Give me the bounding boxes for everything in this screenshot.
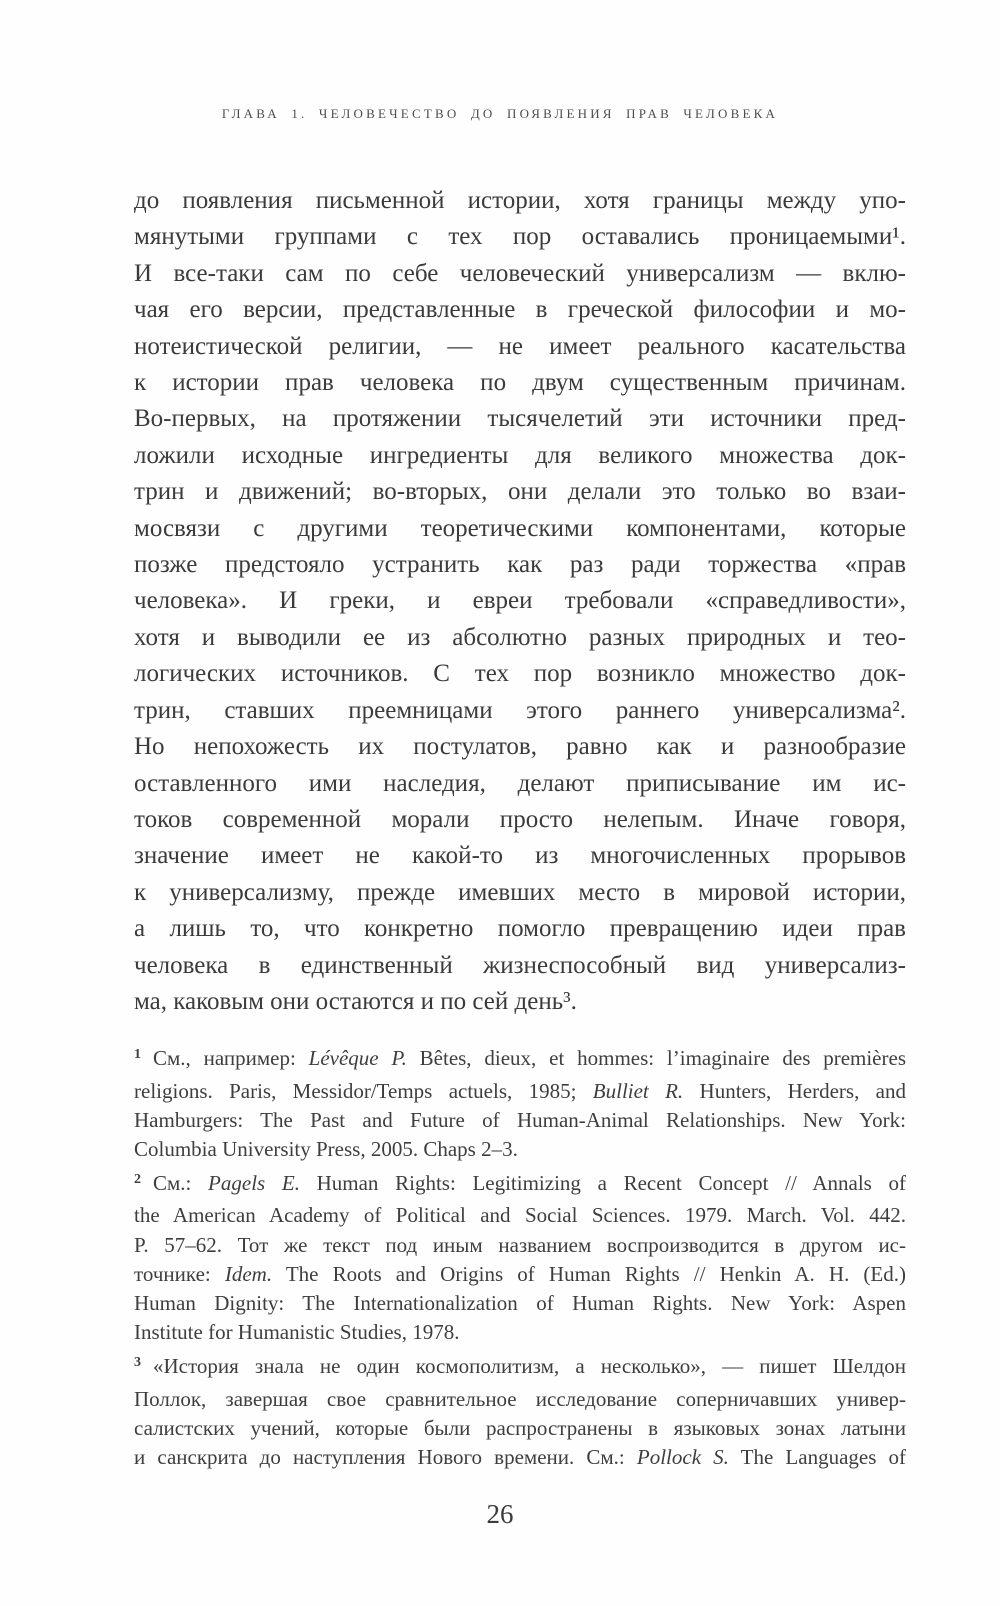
body-line: к истории прав человека по двум существенным причинам. [134, 369, 906, 397]
footnotes-section [134, 1044, 906, 1472]
body-line: а лишь то, что конкретно помогло превращению идеи прав [134, 915, 906, 943]
footnote-line [134, 1352, 906, 1384]
footnote-line [134, 1231, 906, 1260]
body-line: человека». И греки, и евреи требовали «справедливости», [134, 587, 906, 615]
body-line: Во-первых, на протяжении тысячелетий эти источники пред- [134, 405, 906, 433]
running-header: ГЛАВА 1. ЧЕЛОВЕЧЕСТВО ДО ПОЯВЛЕНИЯ ПРАВ ЧЕЛОВЕКА [221, 106, 779, 121]
footnote-text-italic: Pagels E. [208, 1171, 300, 1196]
footnote-text: Columbia University Press, 2005. Chaps 2–3. [134, 1136, 518, 1161]
body-line: ложили исходные ингредиенты для великого множества док- [134, 441, 906, 469]
footnote-text: P. 57–62. Тот же текст под иным названием воспроизводится в другом ис- [134, 1232, 906, 1257]
body-line: к универсализму, прежде имевших место в мировой истории, [134, 878, 906, 906]
body-line: человека в единственный жизнеспособный вид универсализ- [134, 951, 906, 979]
footnote-line [134, 1289, 906, 1318]
body-line: значение имеет не какой-то из многочисленных прорывов [134, 842, 906, 870]
footnote-text-italic: Bulliet R. [592, 1078, 684, 1103]
footnote-line [134, 1044, 906, 1076]
body-lines [134, 183, 906, 984]
footnote-line [134, 1385, 906, 1414]
footnote-line [134, 1318, 906, 1347]
footnote [134, 1044, 906, 1164]
body-line: до появления письменной истории, хотя границы между упо- [134, 187, 906, 214]
footnote-text: The Languages of [728, 1444, 907, 1469]
footnote-text: Human Rights: Legitimizing a Recent Concept // Annals of [299, 1171, 906, 1196]
footnote [134, 1169, 906, 1347]
body-line: мянутыми группами с тех пор оставались проницаемыми¹. [134, 223, 906, 251]
body-line: И все-таки сам по себе человеческий универсализм — вклю- [134, 259, 906, 287]
footnote-text: и санскрита до наступления Нового времени. См.: [134, 1444, 637, 1469]
footnote-text: the American Academy of Political and Social Sciences. 1979. March. Vol. 442. [134, 1203, 906, 1228]
footnote-text: Hamburgers: The Past and Future of Human-Animal Relationships. New York: [134, 1107, 906, 1132]
footnote-text: Human Dignity: The Internationalization of Human Rights. New York: Aspen [134, 1290, 906, 1315]
footnote-marker: 2 [134, 1172, 141, 1188]
text-block [134, 183, 906, 1472]
footnote-text-italic: Idem. [224, 1261, 273, 1286]
footnote-text-italic: Lévêque P. [308, 1046, 407, 1071]
footnote-line [134, 1106, 906, 1135]
body-line: оставленного ими наследия, делают приписывание им ис- [134, 769, 906, 797]
footnote-line [134, 1201, 906, 1230]
body-paragraph [134, 183, 906, 1020]
footnote-text: The Roots and Origins of Human Rights // Henkin A. H. (Ed.) [272, 1261, 906, 1286]
footnote-line [134, 1135, 906, 1164]
footnote-marker: 3 [134, 1355, 141, 1371]
footnote-text: Hunters, Herders, and [683, 1078, 906, 1103]
footnote-line [134, 1260, 906, 1289]
body-line: нотеистической религии, — не имеет реального касательства [134, 332, 906, 360]
footnote-marker: 1 [134, 1047, 141, 1063]
footnote-text: «История знала не один космополитизм, а несколько», — пишет Шелдон [153, 1354, 906, 1379]
body-line: трин, ставших преемницами этого раннего универсализма². [134, 696, 906, 724]
footnote-line [134, 1077, 906, 1106]
footnote-line [134, 1414, 906, 1443]
body-line: логических источников. С тех пор возникло множество док- [134, 660, 906, 688]
body-line: позже предстояло устранить как раз ради торжества «прав [134, 551, 906, 579]
footnote-text: Bêtes, dieux, et hommes: l’imaginaire des premières [406, 1046, 906, 1071]
body-line-last: ма, каковым они остаются и по сей день³. [134, 987, 577, 1015]
body-line: чая его версии, представленные в греческой философии и мо- [134, 296, 906, 324]
footnote-text: religions. Paris, Messidor/Temps actuels, 1985; [134, 1078, 593, 1103]
page-number: 26 [486, 1499, 514, 1530]
footnote-text-italic: Pollock S. [636, 1444, 729, 1469]
footnote-text: См., например: [153, 1046, 309, 1071]
footnote-line [134, 1169, 906, 1201]
footnote-text: точнике: [134, 1261, 225, 1286]
body-line: хотя и выводили ее из абсолютно разных природных и тео- [134, 623, 906, 651]
footnote-text: См.: [153, 1171, 209, 1196]
body-line: трин и движений; во-вторых, они делали это только во взаи- [134, 478, 906, 506]
body-line: Но непохожесть их постулатов, равно как и разнообразие [134, 733, 906, 761]
footnote-text: салистских учений, которые были распространены в языковых зонах латыни [134, 1415, 906, 1440]
body-line: мосвязи с другими теоретическими компонентами, которые [134, 514, 906, 542]
footnote-text: Поллок, завершая свое сравнительное исследование соперничавших универ- [134, 1386, 906, 1411]
footnote-line [134, 1443, 906, 1472]
footnote-text: Institute for Humanistic Studies, 1978. [134, 1320, 460, 1345]
footnote [134, 1352, 906, 1472]
body-line: токов современной морали просто нелепым. Иначе говоря, [134, 805, 906, 833]
